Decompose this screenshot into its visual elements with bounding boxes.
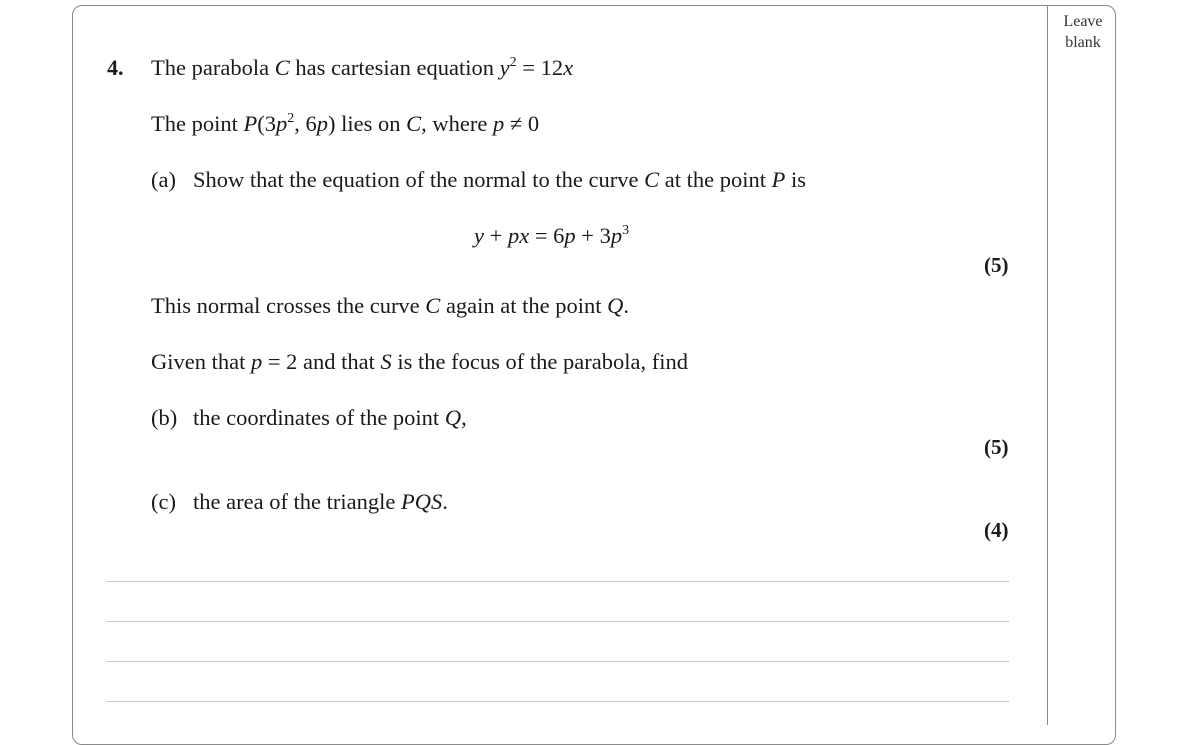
question-number: 4. <box>107 55 124 80</box>
answer-line[interactable] <box>107 701 1009 702</box>
part-b-prompt: (b) the coordinates of the point Q, <box>151 405 467 430</box>
part-c-marks: (4) <box>984 518 1009 542</box>
part-a-prompt: (a) Show that the equation of the normal to the curve C at the point P is <box>151 167 807 192</box>
normal-crosses-statement: This normal crosses the curve C again at the point Q. <box>151 293 630 318</box>
part-a-marks: (5) <box>984 253 1009 277</box>
leave-blank-line2: blank <box>1065 34 1101 51</box>
part-c-prompt: (c) the area of the triangle PQS. <box>151 489 448 514</box>
question-intro: The parabola C has cartesian equation $y^2 = 12x$ <box>151 55 574 80</box>
margin-divider <box>1047 5 1048 725</box>
answer-line[interactable] <box>107 661 1009 662</box>
part-b-marks: (5) <box>984 435 1009 459</box>
point-p-statement: The point $P(3p^2$, 6p) lies on C, where p ≠ 0 <box>151 111 540 136</box>
answer-line[interactable] <box>107 581 1009 582</box>
given-statement: Given that p = 2 and that S is the focus of the parabola, find <box>151 349 688 374</box>
part-a-label: (a) <box>151 167 176 192</box>
answer-line[interactable] <box>107 621 1009 622</box>
normal-equation: y + px = $6p + 3p^3$ <box>474 223 630 248</box>
leave-blank-label <box>1050 11 1116 53</box>
part-b-label: (b) <box>151 405 178 430</box>
leave-blank-line1: Leave <box>1063 13 1103 30</box>
part-c-label: (c) <box>151 489 176 514</box>
